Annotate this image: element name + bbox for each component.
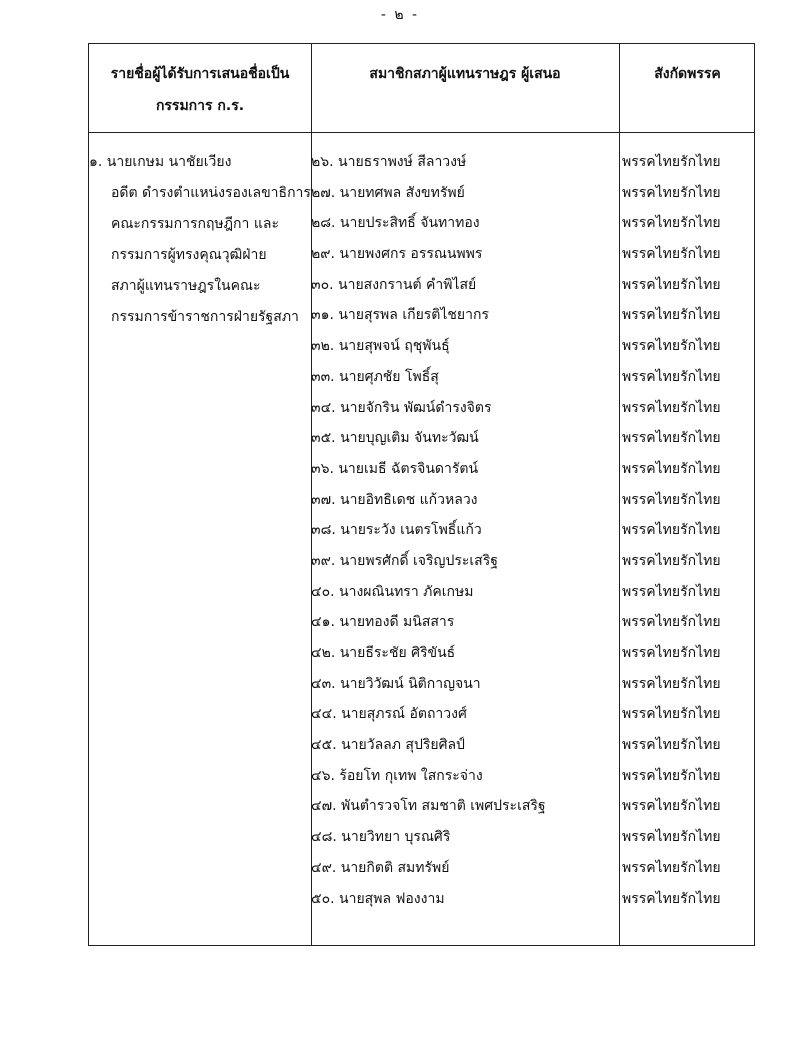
member-party: พรรคไทยรักไทย <box>622 399 721 416</box>
table-row <box>311 884 756 915</box>
header-proposer: สมาชิกสภาผู้แทนราษฎร ผู้เสนอ <box>369 66 561 82</box>
member-party: พรรคไทยรักไทย <box>622 583 721 600</box>
header-nominee-line2: กรรมการ ก.ร. <box>155 98 245 114</box>
table-row <box>311 822 756 853</box>
member-party: พรรคไทยรักไทย <box>622 276 721 293</box>
table-row <box>311 393 756 424</box>
nominee-detail: กรรมการข้าราชการฝ่ายรัฐสภา <box>111 309 299 325</box>
member-name: ๔๕. นายวัลลภ สุปริยศิลป์ <box>311 737 465 754</box>
member-party: พรรคไทยรักไทย <box>622 246 721 263</box>
member-party: พรรคไทยรักไทย <box>622 645 721 661</box>
table-row <box>311 300 756 331</box>
nomination-table <box>88 43 755 946</box>
table-row <box>311 607 756 638</box>
member-name: ๒๙. นายพงศกร อรรณนพพร <box>311 246 483 263</box>
table-row <box>311 791 756 822</box>
member-party: พรรคไทยรักไทย <box>622 859 721 876</box>
table-row <box>311 515 756 546</box>
member-party: พรรคไทยรักไทย <box>622 430 721 447</box>
member-name: ๓๘. นายระวัง เนตรโพธิ์แก้ว <box>311 522 482 539</box>
member-name: ๓๗. นายอิทธิเดช แก้วหลวง <box>311 491 478 508</box>
table-row <box>311 423 756 454</box>
member-party: พรรคไทยรักไทย <box>622 890 721 907</box>
member-party: พรรคไทยรักไทย <box>622 798 721 815</box>
table-row <box>311 699 756 730</box>
member-party: พรรคไทยรักไทย <box>622 767 721 784</box>
member-name: ๔๓. นายวิวัฒน์ นิติกาญจนา <box>311 675 481 692</box>
table-row <box>311 638 756 669</box>
table-row <box>311 761 756 792</box>
member-party: พรรคไทยรักไทย <box>622 460 721 477</box>
member-party: พรรคไทยรักไทย <box>622 552 721 569</box>
member-name: ๒๖. นายธราพงษ์ สีลาวงษ์ <box>311 154 467 170</box>
table-row <box>311 546 756 577</box>
table-row <box>311 669 756 700</box>
member-party: พรรคไทยรักไทย <box>622 706 721 723</box>
table-row <box>311 730 756 761</box>
member-name: ๓๒. นายสุพจน์ ฤชุพันธุ์ <box>311 338 450 355</box>
table-row <box>311 178 756 209</box>
member-name: ๓๕. นายบุญเติม จันทะวัฒน์ <box>311 430 479 447</box>
member-name: ๔๘. นายวิทยา บุรณศิริ <box>311 829 451 846</box>
member-name: ๔๗. พันตำรวจโท สมชาติ เพศประเสริฐ <box>311 798 546 815</box>
member-name: ๓๓. นายศุภชัย โพธิ์สุ <box>311 368 439 385</box>
nominee-detail: อดีต ดำรงตำแหน่งรองเลขาธิการ <box>111 185 311 201</box>
member-party: พรรคไทยรักไทย <box>622 368 721 385</box>
member-name: ๓๙. นายพรศักดิ์ เจริญประเสริฐ <box>311 552 498 569</box>
table-row <box>311 454 756 485</box>
table-row <box>311 147 756 178</box>
member-name: ๓๔. นายจักริน พัฒน์ดำรงจิตร <box>311 399 492 416</box>
member-party: พรรคไทยรักไทย <box>622 829 721 846</box>
member-party: พรรคไทยรักไทย <box>622 614 721 631</box>
nominee-detail: สภาผู้แทนราษฎรในคณะ <box>111 278 261 294</box>
table-row <box>311 577 756 608</box>
header-nominee-line1: รายชื่อผู้ได้รับการเสนอชื่อเป็น <box>110 66 290 82</box>
member-name: ๓๐. นายสงกรานต์ คำพิไสย์ <box>311 276 477 293</box>
table-row <box>311 239 756 270</box>
table-row <box>311 362 756 393</box>
proposer-list <box>311 147 756 914</box>
member-name: ๔๒. นายธีระชัย ศิริขันธ์ <box>311 645 456 661</box>
nominee-cell <box>89 147 311 333</box>
member-name: ๔๙. นายกิตติ สมทรัพย์ <box>311 859 450 876</box>
member-name: ๔๐. นางผณินทรา ภัคเกษม <box>311 583 474 600</box>
member-name: ๒๗. นายทศพล สังขทรัพย์ <box>311 184 465 201</box>
header-nominee <box>89 58 311 122</box>
table-row <box>311 331 756 362</box>
nominee-detail: กรรมการผู้ทรงคุณวุฒิฝ่าย <box>111 247 267 263</box>
header-party: สังกัดพรรค <box>654 66 721 82</box>
member-party: พรรคไทยรักไทย <box>622 675 721 692</box>
member-name: ๔๖. ร้อยโท กุเทพ ใสกระจ่าง <box>311 767 483 784</box>
member-party: พรรคไทยรักไทย <box>622 184 721 201</box>
member-name: ๔๔. นายสุภรณ์ อัตถาวงศ์ <box>311 706 467 723</box>
member-party: พรรคไทยรักไทย <box>622 215 721 232</box>
member-party: พรรคไทยรักไทย <box>622 522 721 539</box>
member-name: ๓๖. นายเมธี ฉัตรจินดารัตน์ <box>311 460 479 477</box>
member-party: พรรคไทยรักไทย <box>622 154 721 170</box>
member-party: พรรคไทยรักไทย <box>622 307 721 324</box>
table-row <box>311 208 756 239</box>
member-name: ๒๘. นายประสิทธิ์ จันทาทอง <box>311 215 480 232</box>
member-party: พรรคไทยรักไทย <box>622 737 721 754</box>
page-number: - ๒ - <box>380 7 420 23</box>
member-name: ๕๐. นายสุพล ฟองงาม <box>311 890 445 907</box>
table-row <box>311 853 756 884</box>
member-name: ๓๑. นายสุรพล เกียรติไชยากร <box>311 307 489 324</box>
table-row <box>311 485 756 516</box>
member-party: พรรคไทยรักไทย <box>622 338 721 355</box>
nominee-name: ๑. นายเกษม นาชัยเวียง <box>89 154 232 170</box>
header-divider <box>89 132 754 133</box>
member-party: พรรคไทยรักไทย <box>622 491 721 508</box>
nominee-detail: คณะกรรมการกฤษฎีกา และ <box>111 216 279 232</box>
member-name: ๔๑. นายทองดี มนิสสาร <box>311 614 455 631</box>
table-row <box>311 270 756 301</box>
